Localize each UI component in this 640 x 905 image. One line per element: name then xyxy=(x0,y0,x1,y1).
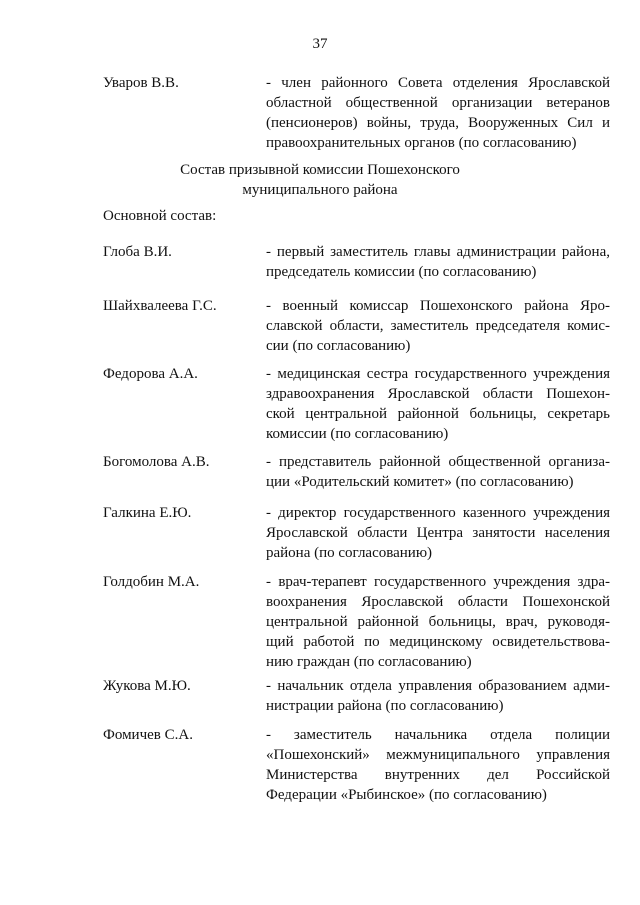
member-entry xyxy=(103,242,610,282)
member-name: Федорова А.А. xyxy=(103,366,198,382)
heading-line: Состав призывной комиссии Пошехонского xyxy=(180,162,460,178)
role-line: - начальник отдела управления образованием адми- xyxy=(266,678,610,694)
role-line: «Пошехонский» межмуниципального управления xyxy=(266,747,610,763)
heading-line: муниципального района xyxy=(242,182,398,198)
member-role xyxy=(266,452,610,492)
member-name: Фомичев С.А. xyxy=(103,727,193,743)
member-entry xyxy=(103,503,610,563)
role-line: - военный комиссар Пошехонского района Яро- xyxy=(266,298,610,314)
member-name: Галкина Е.Ю. xyxy=(103,505,192,521)
member-entry xyxy=(103,296,610,356)
role-line: нистрации района (по согласованию) xyxy=(266,698,504,714)
role-line: славской области, заместитель председателя комис- xyxy=(266,318,610,334)
role-line: центральной районной больницы, врач, руководя- xyxy=(266,614,610,630)
role-line: областной общественной организации ветеранов xyxy=(266,95,610,111)
role-line: - заместитель начальника отдела полиции xyxy=(266,727,610,743)
subheading: Основной состав: xyxy=(103,208,217,224)
member-role xyxy=(266,73,610,153)
role-line: Ярославской области Центра занятости населения xyxy=(266,525,610,541)
member-name: Голдобин М.А. xyxy=(103,574,200,590)
section-heading xyxy=(0,160,640,200)
role-line: ции «Родительский комитет» (по согласованию) xyxy=(266,474,574,490)
member-entry-top xyxy=(103,73,610,153)
role-line: - врач-терапевт государственного учреждения здра- xyxy=(266,574,610,590)
member-name: Уваров В.В. xyxy=(103,75,179,91)
member-role xyxy=(266,676,610,716)
role-line: нию граждан (по согласованию) xyxy=(266,654,472,670)
member-role xyxy=(266,364,610,444)
role-line: Федерации «Рыбинское» (по согласованию) xyxy=(266,787,547,803)
role-line: воохранения Ярославской области Пошехонской xyxy=(266,594,610,610)
role-line: - первый заместитель главы администрации района, xyxy=(266,244,610,260)
member-name: Глоба В.И. xyxy=(103,244,172,260)
role-line: здравоохранения Ярославской области Пошехон- xyxy=(266,386,610,402)
role-line: сии (по согласованию) xyxy=(266,338,411,354)
role-line: комиссии (по согласованию) xyxy=(266,426,449,442)
member-name: Шайхвалеева Г.С. xyxy=(103,298,217,314)
role-line: - директор государственного казенного учреждения xyxy=(266,505,610,521)
member-entry xyxy=(103,572,610,672)
role-line: - представитель районной общественной организа- xyxy=(266,454,610,470)
member-name: Жукова М.Ю. xyxy=(103,678,191,694)
member-name: Богомолова А.В. xyxy=(103,454,210,470)
role-line: - член районного Совета отделения Ярославской xyxy=(266,75,610,91)
role-line: щий работой по медицинскому освидетельствова- xyxy=(266,634,610,650)
member-entry xyxy=(103,364,610,444)
member-entry xyxy=(103,452,610,492)
page-number: 37 xyxy=(312,36,328,52)
member-role xyxy=(266,296,610,356)
member-entry xyxy=(103,725,610,805)
member-role xyxy=(266,503,610,563)
role-line: ской центральной районной больницы, секретарь xyxy=(266,406,610,422)
role-line: председатель комиссии (по согласованию) xyxy=(266,264,537,280)
member-role xyxy=(266,725,610,805)
role-line: Министерства внутренних дел Российской xyxy=(266,767,610,783)
role-line: (пенсионеров) войны, труда, Вооруженных Сил и xyxy=(266,115,610,131)
role-line: правоохранительных органов (по согласованию) xyxy=(266,135,577,151)
member-role xyxy=(266,572,610,672)
role-line: - медицинская сестра государственного учреждения xyxy=(266,366,610,382)
role-line: района (по согласованию) xyxy=(266,545,433,561)
member-role xyxy=(266,242,610,282)
member-entry xyxy=(103,676,610,716)
